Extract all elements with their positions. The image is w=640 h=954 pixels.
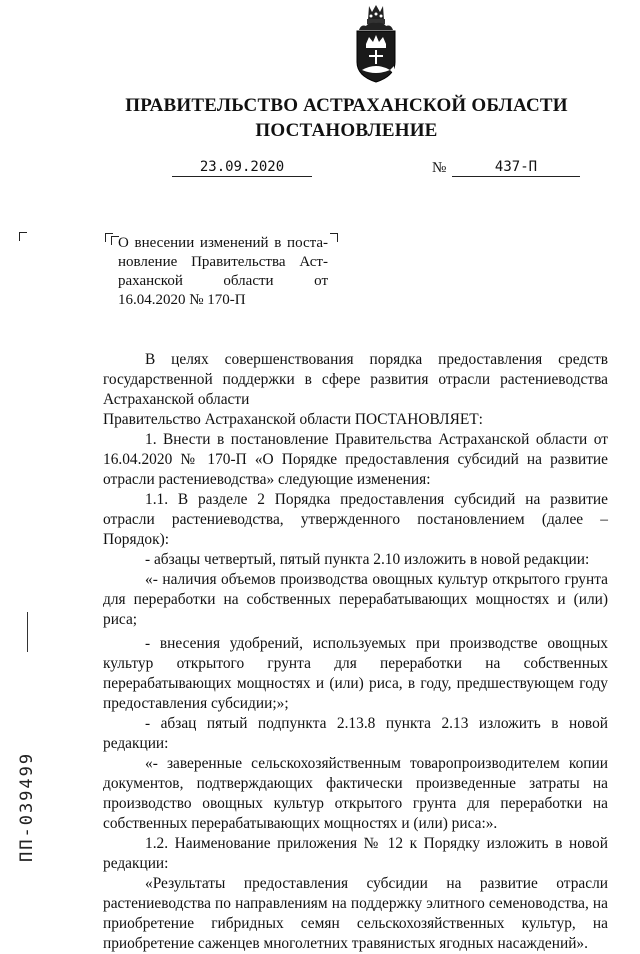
date-underline bbox=[172, 176, 312, 177]
body-paragraph: «Результаты предоставления субсидии на развитие отрасли растениеводства по направлениям на поддержку элитного семеноводства, на приобретение гибридных семян сельскохозяйственных культур, на приобретение саженцев многолетних травянистых ягодных насаждений». bbox=[103, 875, 608, 952]
subject-line: раханской области от bbox=[118, 273, 328, 289]
body-paragraph: 1. Внести в постановление Правительства Астраханской области от 16.04.2020 № 170-П «О Порядке предоставления субсидий на развитие отрасли растениеводства» следующие изменения: bbox=[103, 431, 608, 488]
body-paragraph: «- наличия объемов производства овощных культур открытого грунта для переработки на собственных перерабатывающих мощностях и (или) риса; bbox=[103, 571, 608, 628]
corner-mark bbox=[19, 232, 27, 241]
subject-line: 16.04.2020 № 170-П bbox=[118, 292, 246, 308]
body-paragraph: 1.2. Наименование приложения № 12 к Порядку изложить в новой редакции: bbox=[103, 835, 608, 872]
subject-line: О внесении изменений в поста- bbox=[118, 235, 328, 251]
number-underline bbox=[452, 176, 580, 177]
document-number: 437-П bbox=[494, 159, 538, 175]
resolution-line: Правительство Астраханской области ПОСТАНОВЛЯЕТ: bbox=[103, 411, 483, 428]
document-header bbox=[53, 93, 640, 143]
document-body bbox=[103, 350, 608, 954]
corner-mark bbox=[330, 233, 338, 242]
number-sign: № bbox=[432, 160, 447, 176]
preamble-paragraph: В целях совершенствования порядка предоставления средств государственной поддержки в сфере развития отрасли растениеводства Астраханской области bbox=[103, 351, 608, 408]
serial-number: ПП-039499 bbox=[17, 751, 37, 862]
document-subject bbox=[118, 234, 328, 310]
body-paragraph: 1.1. В разделе 2 Порядка предоставления субсидий на развитие отрасли растениеводства, утвержденного постановлением (далее – Порядок): bbox=[103, 491, 608, 548]
body-paragraph: - абзацы четвертый, пятый пункта 2.10 изложить в новой редакции: bbox=[145, 551, 590, 568]
organization-name: ПРАВИТЕЛЬСТВО АСТРАХАНСКОЙ ОБЛАСТИ bbox=[125, 95, 568, 116]
body-paragraph: «- заверенные сельскохозяйственным товаропроизводителем копии документов, подтверждающих фактически произведенные затраты на производство овощных культур открытого грунта для переработки на собственных перерабатывающих мощностях и (или) риса:». bbox=[103, 755, 608, 832]
document-type: ПОСТАНОВЛЕНИЕ bbox=[255, 120, 438, 141]
subject-line: новление Правительства Аст- bbox=[118, 254, 328, 270]
body-paragraph: - внесения удобрений, используемых при производстве овощных культур открытого грунта для переработки на собственных перерабатывающих мощностях и (или) риса, в году, предшествующем году предоставления субсидии;»; bbox=[103, 635, 608, 712]
margin-mark bbox=[27, 612, 28, 652]
body-paragraph: - абзац пятый подпункта 2.13.8 пункта 2.13 изложить в новой редакции: bbox=[103, 715, 608, 752]
document-date: 23.09.2020 bbox=[199, 159, 285, 175]
coat-of-arms-icon bbox=[349, 4, 403, 84]
